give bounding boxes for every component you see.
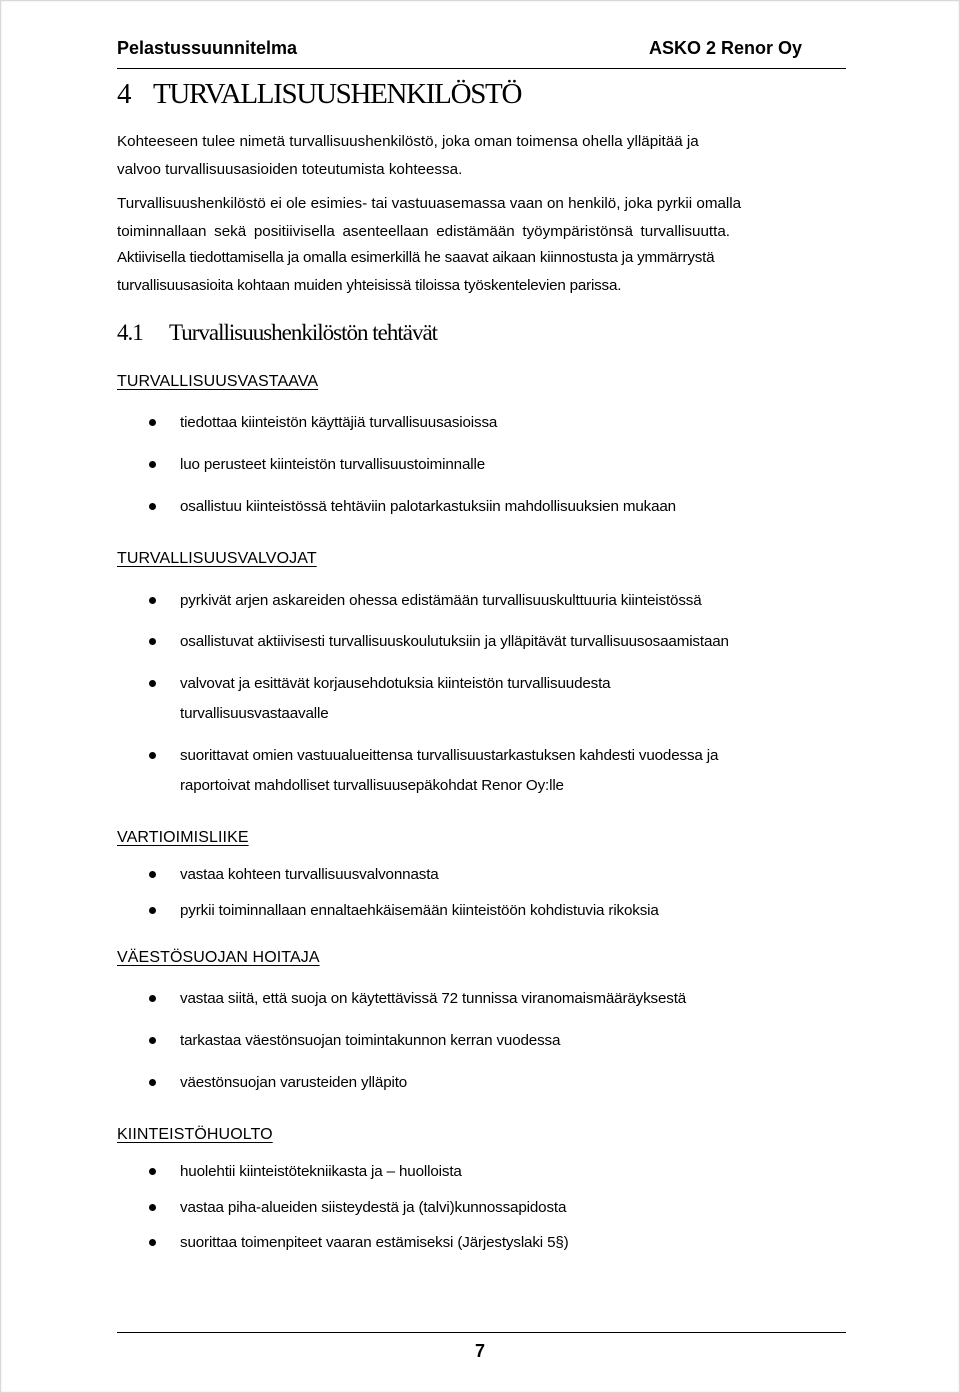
list-item-text: tarkastaa väestönsuojan toimintakunnon kerran vuodessa: [180, 1032, 561, 1049]
bullet-icon: [149, 680, 156, 687]
bullet-icon: [149, 1204, 156, 1211]
bullet-icon: [149, 752, 156, 759]
header-document-title: Pelastussuunnitelma: [117, 38, 298, 58]
list-item: [147, 1193, 847, 1223]
bullet-icon: [149, 907, 156, 914]
bullet-icon: [149, 419, 156, 426]
list-item-text: vastaa kohteen turvallisuusvalvonnasta: [180, 866, 439, 883]
list-item-text: huolehtii kiinteistötekniikasta ja – huolloista: [180, 1163, 462, 1180]
intro-paragraph-1: [117, 128, 852, 184]
list-item-text: suorittaa toimenpiteet vaaran estämiseksi (Järjestyslaki 5§): [180, 1234, 569, 1251]
paragraph-line: valvoo turvallisuusasioiden toteutumista kohteessa.: [117, 161, 463, 178]
paragraph-line: toiminnallaan sekä positiivisella asenteellaan edistämään työympäristönsä turvallisuutta.: [117, 223, 731, 240]
list-item-text-continued: turvallisuusvastaavalle: [180, 705, 329, 722]
intro-paragraph-2: [117, 190, 852, 246]
section-title-vartioimisliike: VARTIOIMISLIIKE: [117, 829, 249, 846]
list-item: [147, 741, 847, 801]
page-header: [117, 36, 846, 64]
list-item: [147, 408, 847, 438]
footer-divider: [117, 1332, 846, 1333]
list-item-text: vastaa piha-alueiden siisteydestä ja (talvi)kunnossapidosta: [180, 1199, 567, 1216]
bullet-icon: [149, 1079, 156, 1086]
bullet-icon: [149, 995, 156, 1002]
paragraph-line: turvallisuusasioita kohtaan muiden yhteisissä tiloissa työskentelevien parissa.: [117, 277, 622, 294]
heading-1-number: 4: [117, 78, 131, 110]
paragraph-line: Kohteeseen tulee nimetä turvallisuushenkilöstö, joka oman toimensa ohella ylläpitää ja: [117, 133, 699, 150]
list-item-text: pyrkii toiminnallaan ennaltaehkäisemään kiinteistöön kohdistuvia rikoksia: [180, 902, 659, 919]
list-item: [147, 627, 847, 657]
list-item: [147, 896, 847, 926]
list-item-text: valvovat ja esittävät korjausehdotuksia kiinteistön turvallisuudesta: [180, 675, 611, 692]
section-title-turvallisuusvastaava: TURVALLISUUSVASTAAVA: [117, 373, 319, 390]
heading-2: [117, 320, 437, 346]
list-item-text: osallistuvat aktiivisesti turvallisuuskoulutuksiin ja ylläpitävät turvallisuusosaamistaan: [180, 633, 729, 650]
list-item: [147, 1228, 847, 1258]
list-item-text: väestönsuojan varusteiden ylläpito: [180, 1074, 408, 1091]
bullet-icon: [149, 1037, 156, 1044]
list-item: [147, 450, 847, 480]
list-item-text: suorittavat omien vastuualueittensa turvallisuustarkastuksen kahdesti vuodessa ja: [180, 747, 719, 764]
bullet-icon: [149, 1239, 156, 1246]
list-item: [147, 669, 847, 729]
heading-2-number: 4.1: [117, 320, 143, 345]
intro-paragraph-3: [117, 244, 852, 300]
bullet-icon: [149, 461, 156, 468]
bullet-icon: [149, 503, 156, 510]
list-item: [147, 860, 847, 890]
list-item-text: osallistuu kiinteistössä tehtäviin palotarkastuksiin mahdollisuuksien mukaan: [180, 498, 676, 515]
heading-1: [117, 78, 521, 111]
list-item-text: pyrkivät arjen askareiden ohessa edistämään turvallisuuskulttuuria kiinteistössä: [180, 592, 702, 609]
section-title-kiinteistohuolto: KIINTEISTÖHUOLTO: [117, 1126, 273, 1143]
list-item: [147, 1026, 847, 1056]
list-item: [147, 492, 847, 522]
section-title-vaestosuojan-hoitaja: VÄESTÖSUOJAN HOITAJA: [117, 949, 320, 966]
bullet-icon: [149, 638, 156, 645]
list-item-text: luo perusteet kiinteistön turvallisuustoiminnalle: [180, 456, 486, 473]
bullet-icon: [149, 597, 156, 604]
bullet-icon: [149, 1168, 156, 1175]
paragraph-line: Turvallisuushenkilöstö ei ole esimies- tai vastuuasemassa vaan on henkilö, joka pyrkii omalla: [117, 195, 742, 212]
list-item: [147, 1068, 847, 1098]
section-title-turvallisuusvalvojat: TURVALLISUUSVALVOJAT: [117, 550, 317, 567]
list-item: [147, 586, 847, 616]
header-company-name: ASKO 2 Renor Oy: [648, 38, 802, 58]
list-item-text-continued: raportoivat mahdolliset turvallisuusepäkohdat Renor Oy:lle: [180, 777, 564, 794]
list-item: [147, 1157, 847, 1187]
list-item: [147, 984, 847, 1014]
bullet-icon: [149, 871, 156, 878]
heading-1-title: TURVALLISUUSHENKILÖSTÖ: [153, 78, 522, 110]
page-number: 7: [474, 1341, 485, 1361]
heading-2-title: Turvallisuushenkilöstön tehtävät: [169, 320, 438, 345]
list-item-text: tiedottaa kiinteistön käyttäjiä turvallisuusasioissa: [180, 414, 498, 431]
list-item-text: vastaa siitä, että suoja on käytettävissä 72 tunnissa viranomaismääräyksestä: [180, 990, 687, 1007]
paragraph-line: Aktiivisella tiedottamisella ja omalla esimerkillä he saavat aikaan kiinnostusta ja ymmärrystä: [117, 249, 715, 266]
header-divider: [117, 68, 846, 69]
